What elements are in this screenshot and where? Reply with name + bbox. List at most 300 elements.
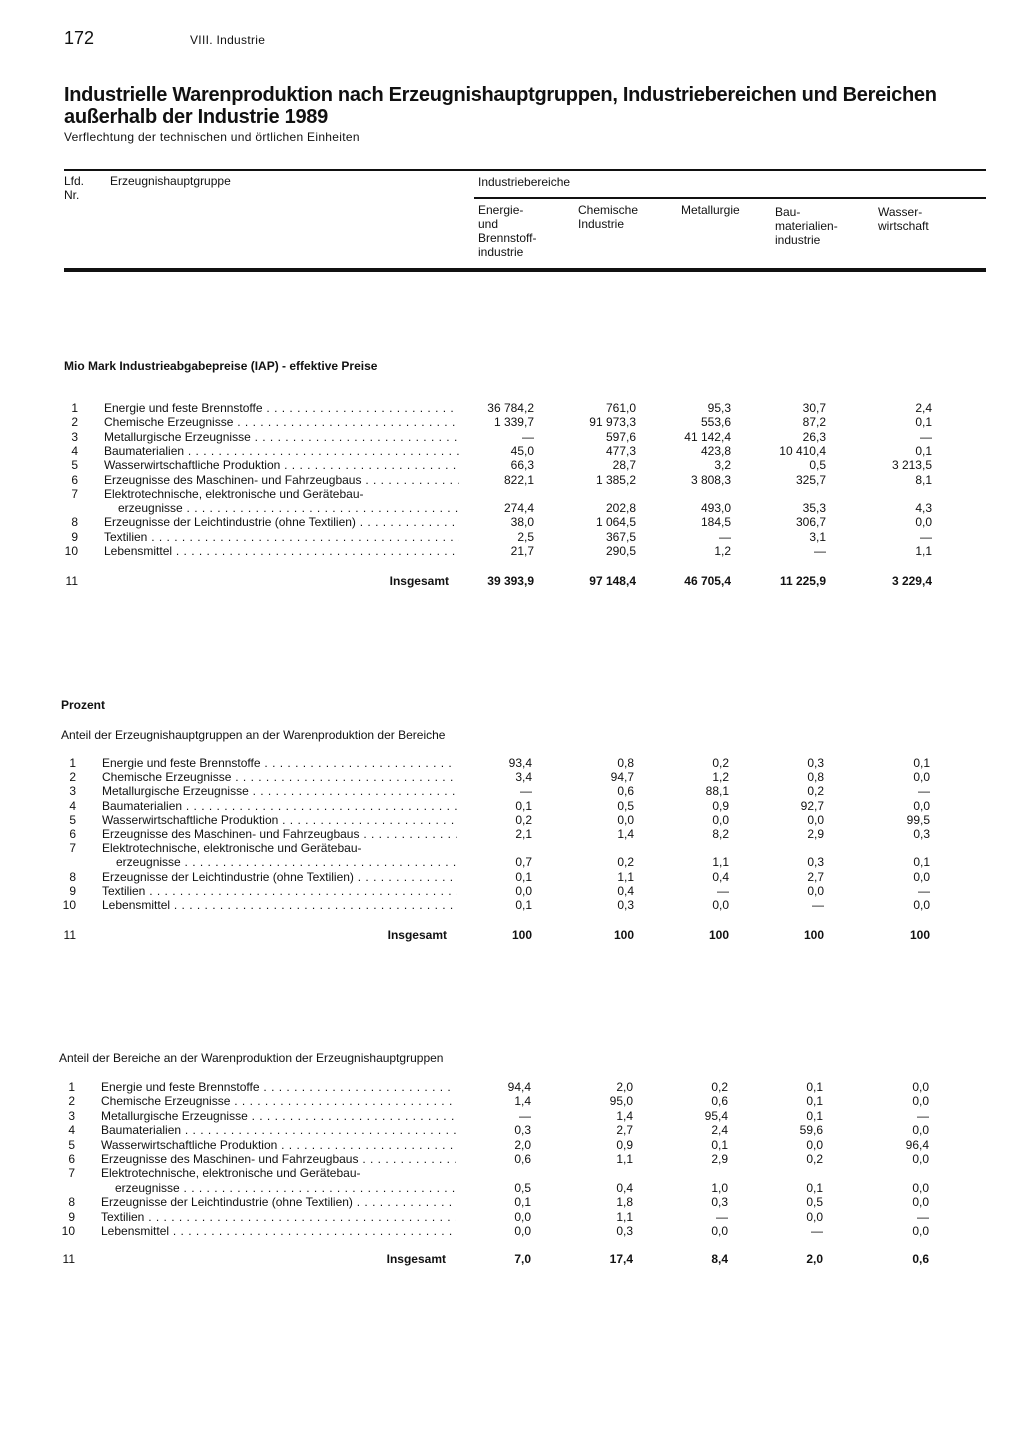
cell-value: 0,3 [913, 827, 930, 841]
row-number: 6 [69, 827, 76, 841]
row-number: 3 [68, 1108, 75, 1123]
section-2-heading: Prozent [61, 698, 106, 712]
cell-value: 1,4 [514, 1094, 531, 1109]
row-number: 5 [68, 1137, 75, 1152]
col-header-energie [478, 203, 536, 259]
cell-value: 3,4 [515, 770, 532, 785]
cell-value: 4,3 [915, 501, 932, 516]
cell-value: 0,4 [712, 869, 729, 884]
total-value: 2,0 [806, 1252, 823, 1266]
table-row [53, 1224, 953, 1239]
table-row [54, 770, 954, 785]
cell-value: — [719, 529, 731, 544]
cell-value: — [811, 1224, 823, 1238]
cell-value: 41 142,4 [684, 429, 731, 444]
cell-value: 0,7 [515, 855, 532, 870]
cell-value: 274,4 [503, 501, 534, 516]
cell-value: 0,2 [515, 812, 532, 827]
cell-value: 423,8 [700, 443, 731, 458]
row-number: 2 [71, 415, 78, 430]
cell-value: 3,1 [809, 529, 826, 544]
cell-value: 99,5 [906, 812, 930, 827]
cell-value: 0,3 [514, 1123, 531, 1138]
table-row [56, 430, 956, 445]
cell-value: 36 784,2 [487, 401, 534, 415]
col-header-bau [775, 205, 838, 247]
cell-value: 94,4 [507, 1080, 531, 1094]
table-row [56, 473, 956, 488]
cell-value: 2,5 [517, 529, 534, 544]
row-label: Energie und feste Brennstoffe . . . [101, 1080, 456, 1095]
total-label: Insgesamt [387, 928, 447, 942]
section-2-subheading: Anteil der Erzeugnishauptgruppen an der Warenproduktion der Bereiche [61, 728, 446, 742]
cell-value: 21,7 [510, 544, 534, 558]
cell-value: 1,1 [616, 1152, 633, 1166]
col-header-wasser-line1: Wasser- [878, 205, 923, 219]
row-label: Metallurgische Erzeugnisse . . . [101, 1109, 456, 1124]
row-number: 6 [71, 472, 78, 487]
row-label: Erzeugnisse der Leichtindustrie (ohne Textilien) . . . [102, 870, 457, 885]
total-value: 100 [511, 928, 532, 942]
col-header-chemie-line1: Chemische [578, 203, 639, 217]
row-number: 1 [68, 1080, 75, 1094]
total-value: 97 148,4 [589, 574, 636, 588]
cell-value: — [717, 883, 729, 898]
row-label: Lebensmittel . . . [101, 1224, 456, 1239]
cell-value: — [917, 1209, 929, 1224]
table-row [54, 827, 954, 842]
row-label: Erzeugnisse des Maschinen- und Fahrzeugbaus . . . [101, 1152, 456, 1167]
total-value: 8,4 [711, 1252, 728, 1266]
total-value: 100 [909, 928, 930, 942]
row-label-continuation: erzeugnisse . . . [118, 501, 459, 516]
cell-value: 0,5 [617, 798, 634, 813]
cell-value: 0,3 [807, 756, 824, 770]
row-label-continuation: erzeugnisse . . . [116, 855, 457, 870]
row-label: Erzeugnisse des Maschinen- und Fahrzeugbaus . . . [102, 827, 457, 842]
total-row [54, 928, 954, 943]
cell-value: 0,1 [913, 855, 930, 870]
cell-value: — [918, 784, 930, 799]
cell-value: 0,6 [514, 1152, 531, 1166]
row-label: Chemische Erzeugnisse . . . [101, 1094, 456, 1109]
cell-value: 0,1 [514, 1195, 531, 1210]
row-number: 10 [64, 544, 78, 558]
row-number: 5 [69, 812, 76, 827]
cell-value: 0,5 [806, 1195, 823, 1210]
cell-value: 0,6 [711, 1094, 728, 1109]
header-group: Erzeugnishauptgruppe [110, 174, 231, 188]
row-number: 5 [71, 458, 78, 473]
cell-value: 0,1 [711, 1137, 728, 1152]
col-header-energie-line4: industrie [478, 245, 524, 259]
row-label: Energie und feste Brennstoffe . . . [102, 756, 457, 771]
cell-value: 0,0 [913, 770, 930, 785]
cell-value: 0,0 [712, 898, 729, 912]
cell-value: 0,1 [515, 869, 532, 884]
table-row [54, 898, 954, 913]
cell-value: — [814, 544, 826, 558]
cell-value: 0,1 [806, 1108, 823, 1123]
cell-value: 2,4 [915, 401, 932, 415]
cell-value: 28,7 [612, 458, 636, 473]
cell-value: 493,0 [700, 501, 731, 516]
chapter-title: VIII. Industrie [190, 33, 266, 47]
cell-value: 35,3 [802, 501, 826, 516]
cell-value: — [812, 898, 824, 912]
cell-value: 0,0 [806, 1137, 823, 1152]
row-number: 9 [69, 883, 76, 898]
row-label: Elektrotechnische, elektronische und Gerätebau- [101, 1166, 361, 1181]
cell-value: 88,1 [705, 784, 729, 799]
total-value: 0,6 [912, 1252, 929, 1266]
cell-value: 1,2 [714, 544, 731, 558]
cell-value: 0,1 [515, 798, 532, 813]
cell-value: — [522, 429, 534, 444]
cell-value: 367,5 [605, 529, 636, 544]
table-row [56, 515, 956, 530]
row-label: Baumaterialien . . . [102, 799, 457, 814]
table-title: Industrielle Warenproduktion nach Erzeugnishauptgruppen, Industriebereichen und Bereichen außerhalb der Industrie 1989 [64, 84, 937, 128]
section-1-heading: Mio Mark Industrieabgabepreise (IAP) - effektive Preise [64, 359, 378, 373]
cell-value: 92,7 [800, 798, 824, 813]
cell-value: 0,9 [712, 798, 729, 813]
cell-value: 0,0 [807, 883, 824, 898]
row-label: Baumaterialien . . . [101, 1123, 456, 1138]
total-label: Insgesamt [386, 1252, 446, 1266]
col-header-chemie-line2: Industrie [578, 217, 625, 231]
row-label: Erzeugnisse der Leichtindustrie (ohne Textilien) . . . [104, 515, 459, 530]
cell-value: 3 808,3 [690, 472, 731, 487]
table-row [54, 756, 954, 771]
table-row [53, 1166, 953, 1181]
table-row [54, 799, 954, 814]
cell-value: 66,3 [510, 458, 534, 473]
row-label: Erzeugnisse des Maschinen- und Fahrzeugbaus . . . [104, 473, 459, 488]
cell-value: 95,0 [609, 1094, 633, 1109]
row-label: Energie und feste Brennstoffe . . . [104, 401, 459, 416]
cell-value: 0,0 [617, 812, 634, 827]
cell-value: 306,7 [795, 515, 826, 530]
row-number: 4 [68, 1123, 75, 1138]
table-row [56, 401, 956, 416]
cell-value: 1,1 [616, 1209, 633, 1224]
cell-value: 0,1 [806, 1080, 823, 1094]
row-number: 8 [69, 869, 76, 884]
cell-value: 202,8 [605, 501, 636, 516]
row-number: 2 [69, 770, 76, 785]
cell-value: 2,9 [807, 827, 824, 841]
cell-value: 0,0 [913, 869, 930, 884]
row-number: 3 [71, 429, 78, 444]
col-header-metallurgie-line1: Metallurgie [681, 203, 740, 217]
cell-value: 822,1 [503, 472, 534, 487]
cell-value: 0,0 [913, 898, 930, 912]
table-row [56, 487, 956, 502]
cell-value: 26,3 [802, 429, 826, 444]
cell-value: 93,4 [508, 756, 532, 770]
cell-value: 325,7 [795, 472, 826, 487]
col-header-energie-line1: Energie- [478, 203, 524, 217]
row-label: Textilien . . . [104, 530, 459, 545]
table-row [53, 1195, 953, 1210]
cell-value: 0,0 [806, 1209, 823, 1224]
row-number: 6 [68, 1152, 75, 1166]
cell-value: 3,2 [714, 458, 731, 473]
total-value: 11 225,9 [779, 574, 826, 588]
cell-value: 0,0 [912, 1123, 929, 1138]
cell-value: 2,7 [616, 1123, 633, 1138]
cell-value: 0,2 [807, 784, 824, 799]
cell-value: 2,0 [616, 1080, 633, 1094]
row-label: Textilien . . . [102, 884, 457, 899]
header-nr: Nr. [64, 188, 80, 202]
header-industries: Industriebereiche [478, 175, 571, 189]
total-value: 3 229,4 [891, 574, 932, 588]
cell-value: 0,5 [809, 458, 826, 473]
cell-value: 0,1 [915, 443, 932, 458]
total-value: 39 393,9 [487, 574, 534, 588]
cell-value: 1,0 [711, 1180, 728, 1195]
cell-value: 0,1 [913, 756, 930, 770]
row-label: Wasserwirtschaftliche Produktion . . . [104, 458, 459, 473]
table-row [56, 458, 956, 473]
cell-value: 0,1 [915, 415, 932, 430]
table-row [53, 1109, 953, 1124]
cell-value: 1,4 [617, 827, 634, 841]
cell-value: 0,2 [711, 1080, 728, 1094]
row-label: Lebensmittel . . . [104, 544, 459, 559]
cell-value: 0,0 [912, 1080, 929, 1094]
table-row [53, 1210, 953, 1225]
table-row [56, 415, 956, 430]
cell-value: 94,7 [610, 770, 634, 785]
cell-value: 290,5 [605, 544, 636, 558]
row-number: 11 [65, 574, 78, 588]
col-header-wasser [878, 205, 929, 233]
total-value: 7,0 [514, 1252, 531, 1266]
row-number: 1 [69, 756, 76, 770]
cell-value: 0,3 [711, 1195, 728, 1210]
cell-value: 0,0 [912, 1224, 929, 1238]
col-header-bau-line2: materialien- [775, 219, 838, 233]
cell-value: 0,0 [515, 883, 532, 898]
cell-value: 0,1 [515, 898, 532, 912]
row-label: Erzeugnisse der Leichtindustrie (ohne Textilien) . . . [101, 1195, 456, 1210]
cell-value: 0,0 [912, 1195, 929, 1210]
cell-value: 1,1 [617, 869, 634, 884]
table-row [53, 1152, 953, 1167]
col-header-wasser-line2: wirtschaft [878, 219, 929, 233]
row-number: 10 [61, 1224, 75, 1238]
cell-value: — [920, 529, 932, 544]
cell-value: 0,3 [807, 855, 824, 870]
row-number: 4 [71, 443, 78, 458]
cell-value: 1,2 [712, 770, 729, 785]
total-value: 46 705,4 [684, 574, 731, 588]
table-row [53, 1138, 953, 1153]
cell-value: — [920, 429, 932, 444]
col-header-energie-line2: und [478, 217, 499, 231]
cell-value: 0,1 [806, 1094, 823, 1109]
cell-value: 0,0 [915, 515, 932, 530]
total-value: 17,4 [609, 1252, 633, 1266]
table-row-continuation [54, 855, 954, 870]
cell-value: 1 064,5 [595, 515, 636, 530]
table-row-continuation [53, 1181, 953, 1196]
cell-value: 0,0 [514, 1209, 531, 1224]
row-label: Elektrotechnische, elektronische und Gerätebau- [102, 841, 362, 856]
table-row [53, 1080, 953, 1095]
cell-value: 59,6 [799, 1123, 823, 1138]
header-lfd: Lfd. [64, 174, 85, 188]
total-row [53, 1252, 953, 1267]
cell-value: 2,7 [807, 869, 824, 884]
row-label: Metallurgische Erzeugnisse . . . [102, 784, 457, 799]
cell-value: 1 385,2 [595, 472, 636, 487]
row-number: 9 [68, 1209, 75, 1224]
header-mid-rule [474, 197, 986, 199]
cell-value: 95,4 [704, 1108, 728, 1123]
cell-value: 0,3 [616, 1224, 633, 1238]
table-row [54, 884, 954, 899]
cell-value: 0,0 [514, 1224, 531, 1238]
cell-value: 95,3 [707, 401, 731, 415]
cell-value: — [716, 1209, 728, 1224]
row-label: Metallurgische Erzeugnisse . . . [104, 430, 459, 445]
cell-value: 0,8 [617, 756, 634, 770]
cell-value: 8,1 [915, 472, 932, 487]
cell-value: 553,6 [700, 415, 731, 430]
row-label: Chemische Erzeugnisse . . . [104, 415, 459, 430]
cell-value: 1,1 [712, 855, 729, 870]
cell-value: 2,9 [711, 1152, 728, 1166]
cell-value: 96,4 [905, 1137, 929, 1152]
row-number: 7 [69, 841, 76, 856]
row-number: 11 [63, 928, 76, 942]
row-number: 3 [69, 784, 76, 799]
table-row [54, 784, 954, 799]
cell-value: — [520, 784, 532, 799]
cell-value: — [917, 1108, 929, 1123]
cell-value: 0,0 [912, 1180, 929, 1195]
table-row [56, 530, 956, 545]
total-label: Insgesamt [389, 574, 449, 588]
page-number: 172 [64, 28, 95, 48]
table-row [54, 841, 954, 856]
cell-value: — [918, 883, 930, 898]
col-header-chemie [578, 203, 638, 231]
cell-value: 87,2 [802, 415, 826, 430]
row-number: 9 [71, 529, 78, 544]
cell-value: 3 213,5 [891, 458, 932, 473]
row-number: 11 [62, 1252, 75, 1266]
row-label: Textilien . . . [101, 1210, 456, 1225]
cell-value: 0,0 [807, 812, 824, 827]
cell-value: 184,5 [700, 515, 731, 530]
table-row-continuation [56, 501, 956, 516]
table-row [54, 813, 954, 828]
row-number: 2 [68, 1094, 75, 1109]
cell-value: 1,4 [616, 1108, 633, 1123]
cell-value: 0,2 [806, 1152, 823, 1166]
row-label: Wasserwirtschaftliche Produktion . . . [102, 813, 457, 828]
cell-value: 91 973,3 [589, 415, 636, 430]
cell-value: 2,1 [515, 827, 532, 841]
cell-value: 0,2 [617, 855, 634, 870]
cell-value: 597,6 [605, 429, 636, 444]
cell-value: 2,4 [711, 1123, 728, 1138]
row-label: Wasserwirtschaftliche Produktion . . . [101, 1138, 456, 1153]
row-label: Baumaterialien . . . [104, 444, 459, 459]
col-header-energie-line3: Brennstoff- [478, 231, 537, 245]
cell-value: 0,5 [514, 1180, 531, 1195]
table-row [53, 1094, 953, 1109]
cell-value: 0,0 [912, 1094, 929, 1109]
row-label: Chemische Erzeugnisse . . . [102, 770, 457, 785]
cell-value: 45,0 [510, 443, 534, 458]
row-number: 4 [69, 798, 76, 813]
row-label-continuation: erzeugnisse . . . [115, 1181, 456, 1196]
section-3-subheading: Anteil der Bereiche an der Warenproduktion der Erzeugnishauptgruppen [59, 1051, 444, 1065]
row-number: 1 [71, 401, 78, 415]
cell-value: 0,4 [617, 883, 634, 898]
cell-value: 0,2 [712, 756, 729, 770]
cell-value: 2,0 [514, 1137, 531, 1152]
cell-value: 0,0 [711, 1224, 728, 1238]
cell-value: 0,4 [616, 1180, 633, 1195]
cell-value: 30,7 [802, 401, 826, 415]
row-number: 7 [71, 486, 78, 501]
row-number: 8 [68, 1195, 75, 1210]
row-number: 8 [71, 515, 78, 530]
table-row [54, 870, 954, 885]
row-label: Elektrotechnische, elektronische und Gerätebau- [104, 486, 364, 501]
header-bottom-rule [64, 268, 986, 272]
cell-value: 1 339,7 [493, 415, 534, 430]
cell-value: 8,2 [712, 827, 729, 841]
cell-value: 0,8 [807, 770, 824, 785]
cell-value: 0,6 [617, 784, 634, 799]
total-value: 100 [708, 928, 729, 942]
cell-value: 0,1 [806, 1180, 823, 1195]
row-number: 10 [62, 898, 76, 912]
cell-value: 761,0 [605, 401, 636, 415]
cell-value: 477,3 [605, 443, 636, 458]
total-value: 100 [803, 928, 824, 942]
table-row [56, 444, 956, 459]
row-number: 7 [68, 1166, 75, 1181]
cell-value: 0,0 [712, 812, 729, 827]
cell-value: 38,0 [510, 515, 534, 530]
col-header-bau-line1: Bau- [775, 205, 801, 219]
header-top-rule [64, 169, 986, 171]
table-subtitle: Verflechtung der technischen und örtlichen Einheiten [64, 130, 360, 144]
cell-value: 1,1 [915, 544, 932, 558]
cell-value: 0,9 [616, 1137, 633, 1152]
cell-value: 0,0 [913, 798, 930, 813]
row-label: Lebensmittel . . . [102, 898, 457, 913]
cell-value: — [519, 1108, 531, 1123]
total-value: 100 [613, 928, 634, 942]
table-row [53, 1123, 953, 1138]
cell-value: 0,3 [617, 898, 634, 912]
table-row [56, 544, 956, 559]
cell-value: 1,8 [616, 1195, 633, 1210]
col-header-metallurgie [681, 203, 740, 217]
cell-value: 10 410,4 [779, 443, 826, 458]
col-header-bau-line3: industrie [775, 233, 821, 247]
